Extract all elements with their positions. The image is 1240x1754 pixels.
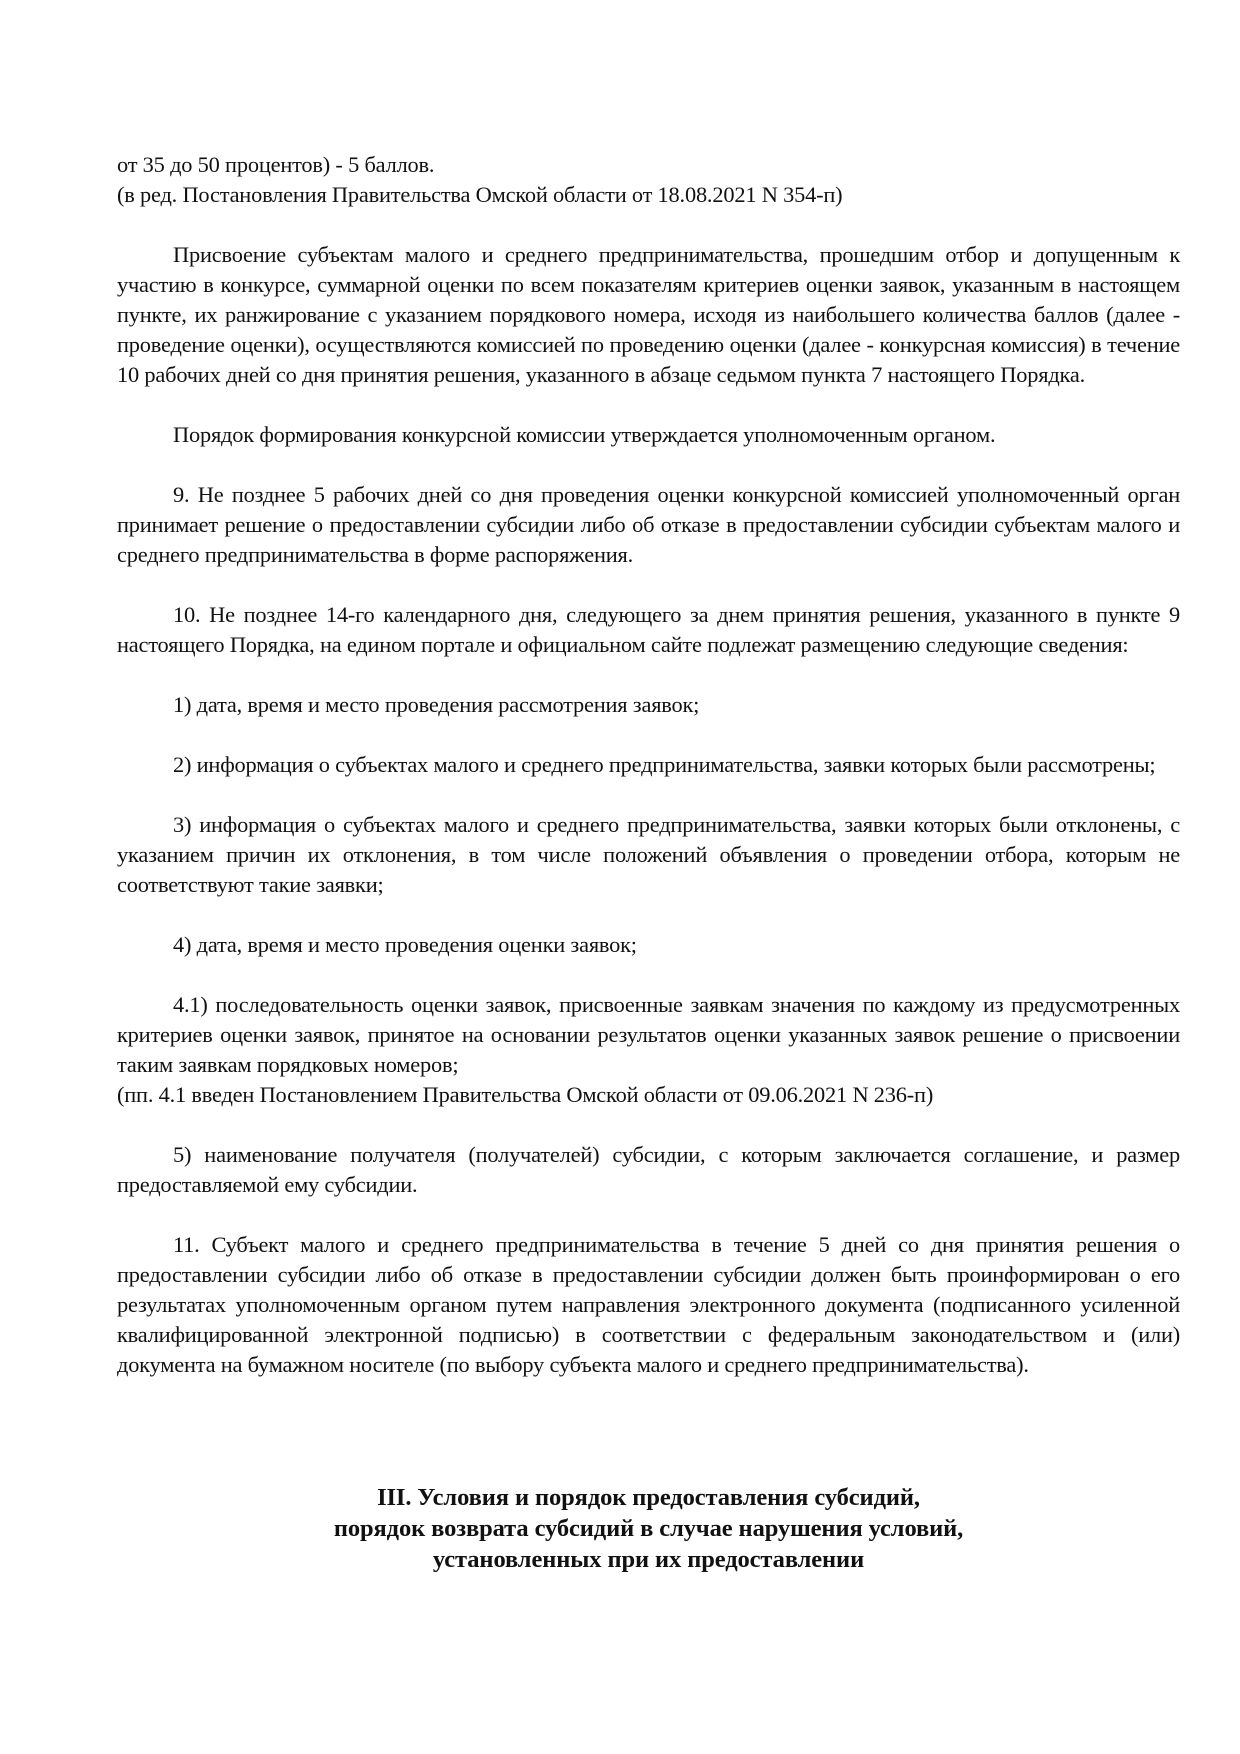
amendment-note: (в ред. Постановления Правительства Омской области от 18.08.2021 N 354-п) (117, 182, 843, 207)
document-page (117, 150, 1180, 1410)
section-heading-line: установленных при их предоставлении (432, 1546, 865, 1573)
paragraph-continuation: от 35 до 50 процентов) - 5 баллов. (117, 152, 435, 177)
list-item-10-3: 3) информация о субъектах малого и среднего предпринимательства, заявки которых были отклонены, с указанием причин их отклонения, в том числе положений объявления о проведении отбора, которым не соответствуют такие заявки; (117, 812, 1180, 897)
section-heading-line: порядок возврата субсидий в случае нарушения условий, (333, 1515, 964, 1542)
section-heading-line: III. Условия и порядок предоставления субсидий, (377, 1484, 920, 1511)
paragraph-item-9: 9. Не позднее 5 рабочих дней со дня проведения оценки конкурсной комиссией уполномоченный орган принимает решение о предоставлении субсидии либо об отказе в предоставлении субсидии субъектам малого и среднего предпринимательства в форме распоряжения. (117, 482, 1180, 567)
paragraph-assessment-procedure: Присвоение субъектам малого и среднего предпринимательства, прошедшим отбор и допущенным к участию в конкурсе, суммарной оценки по всем показателям критериев оценки заявок, указанным в настоящем пункте, их ранжирование с указанием порядкового номера, исходя из наибольшего количества баллов (далее - проведение оценки), осуществляются комиссией по проведению оценки (далее - конкурсная комиссия) в течение 10 рабочих дней со дня принятия решения, указанного в абзаце седьмом пункта 7 настоящего Порядка. (117, 242, 1180, 387)
list-item-10-4: 4) дата, время и место проведения оценки заявок; (173, 932, 637, 957)
paragraph-item-10: 10. Не позднее 14-го календарного дня, следующего за днем принятия решения, указанного в пункте 9 настоящего Порядка, на едином портале и официальном сайте подлежат размещению следующие сведения: (117, 602, 1180, 657)
paragraph-item-11: 11. Субъект малого и среднего предпринимательства в течение 5 дней со дня принятия решения о предоставлении субсидии либо об отказе в предоставлении субсидии должен быть проинформирован о его результатах уполномоченным органом путем направления электронного документа (подписанного усиленной квалифицированной электронной подписью) в соответствии с федеральным законодательством и (или) документа на бумажном носителе (по выбору субъекта малого и среднего предпринимательства). (117, 1232, 1180, 1377)
list-item-10-2: 2) информация о субъектах малого и среднего предпринимательства, заявки которых были рассмотрены; (173, 752, 1156, 777)
list-item-10-5: 5) наименование получателя (получателей) субсидии, с которым заключается соглашение, и размер предоставляемой ему субсидии. (117, 1142, 1180, 1197)
list-item-10-1: 1) дата, время и место проведения рассмотрения заявок; (173, 692, 700, 717)
amendment-note: (пп. 4.1 введен Постановлением Правительства Омской области от 09.06.2021 N 236-п) (117, 1082, 934, 1107)
list-item-10-4-1: 4.1) последовательность оценки заявок, присвоенные заявкам значения по каждому из предусмотренных критериев оценки заявок, принятое на основании результатов оценки указанных заявок решение о присвоении таким заявкам порядковых номеров; (117, 992, 1180, 1077)
section-heading (117, 1482, 1180, 1575)
paragraph-commission-formation: Порядок формирования конкурсной комиссии утверждается уполномоченным органом. (173, 422, 996, 447)
